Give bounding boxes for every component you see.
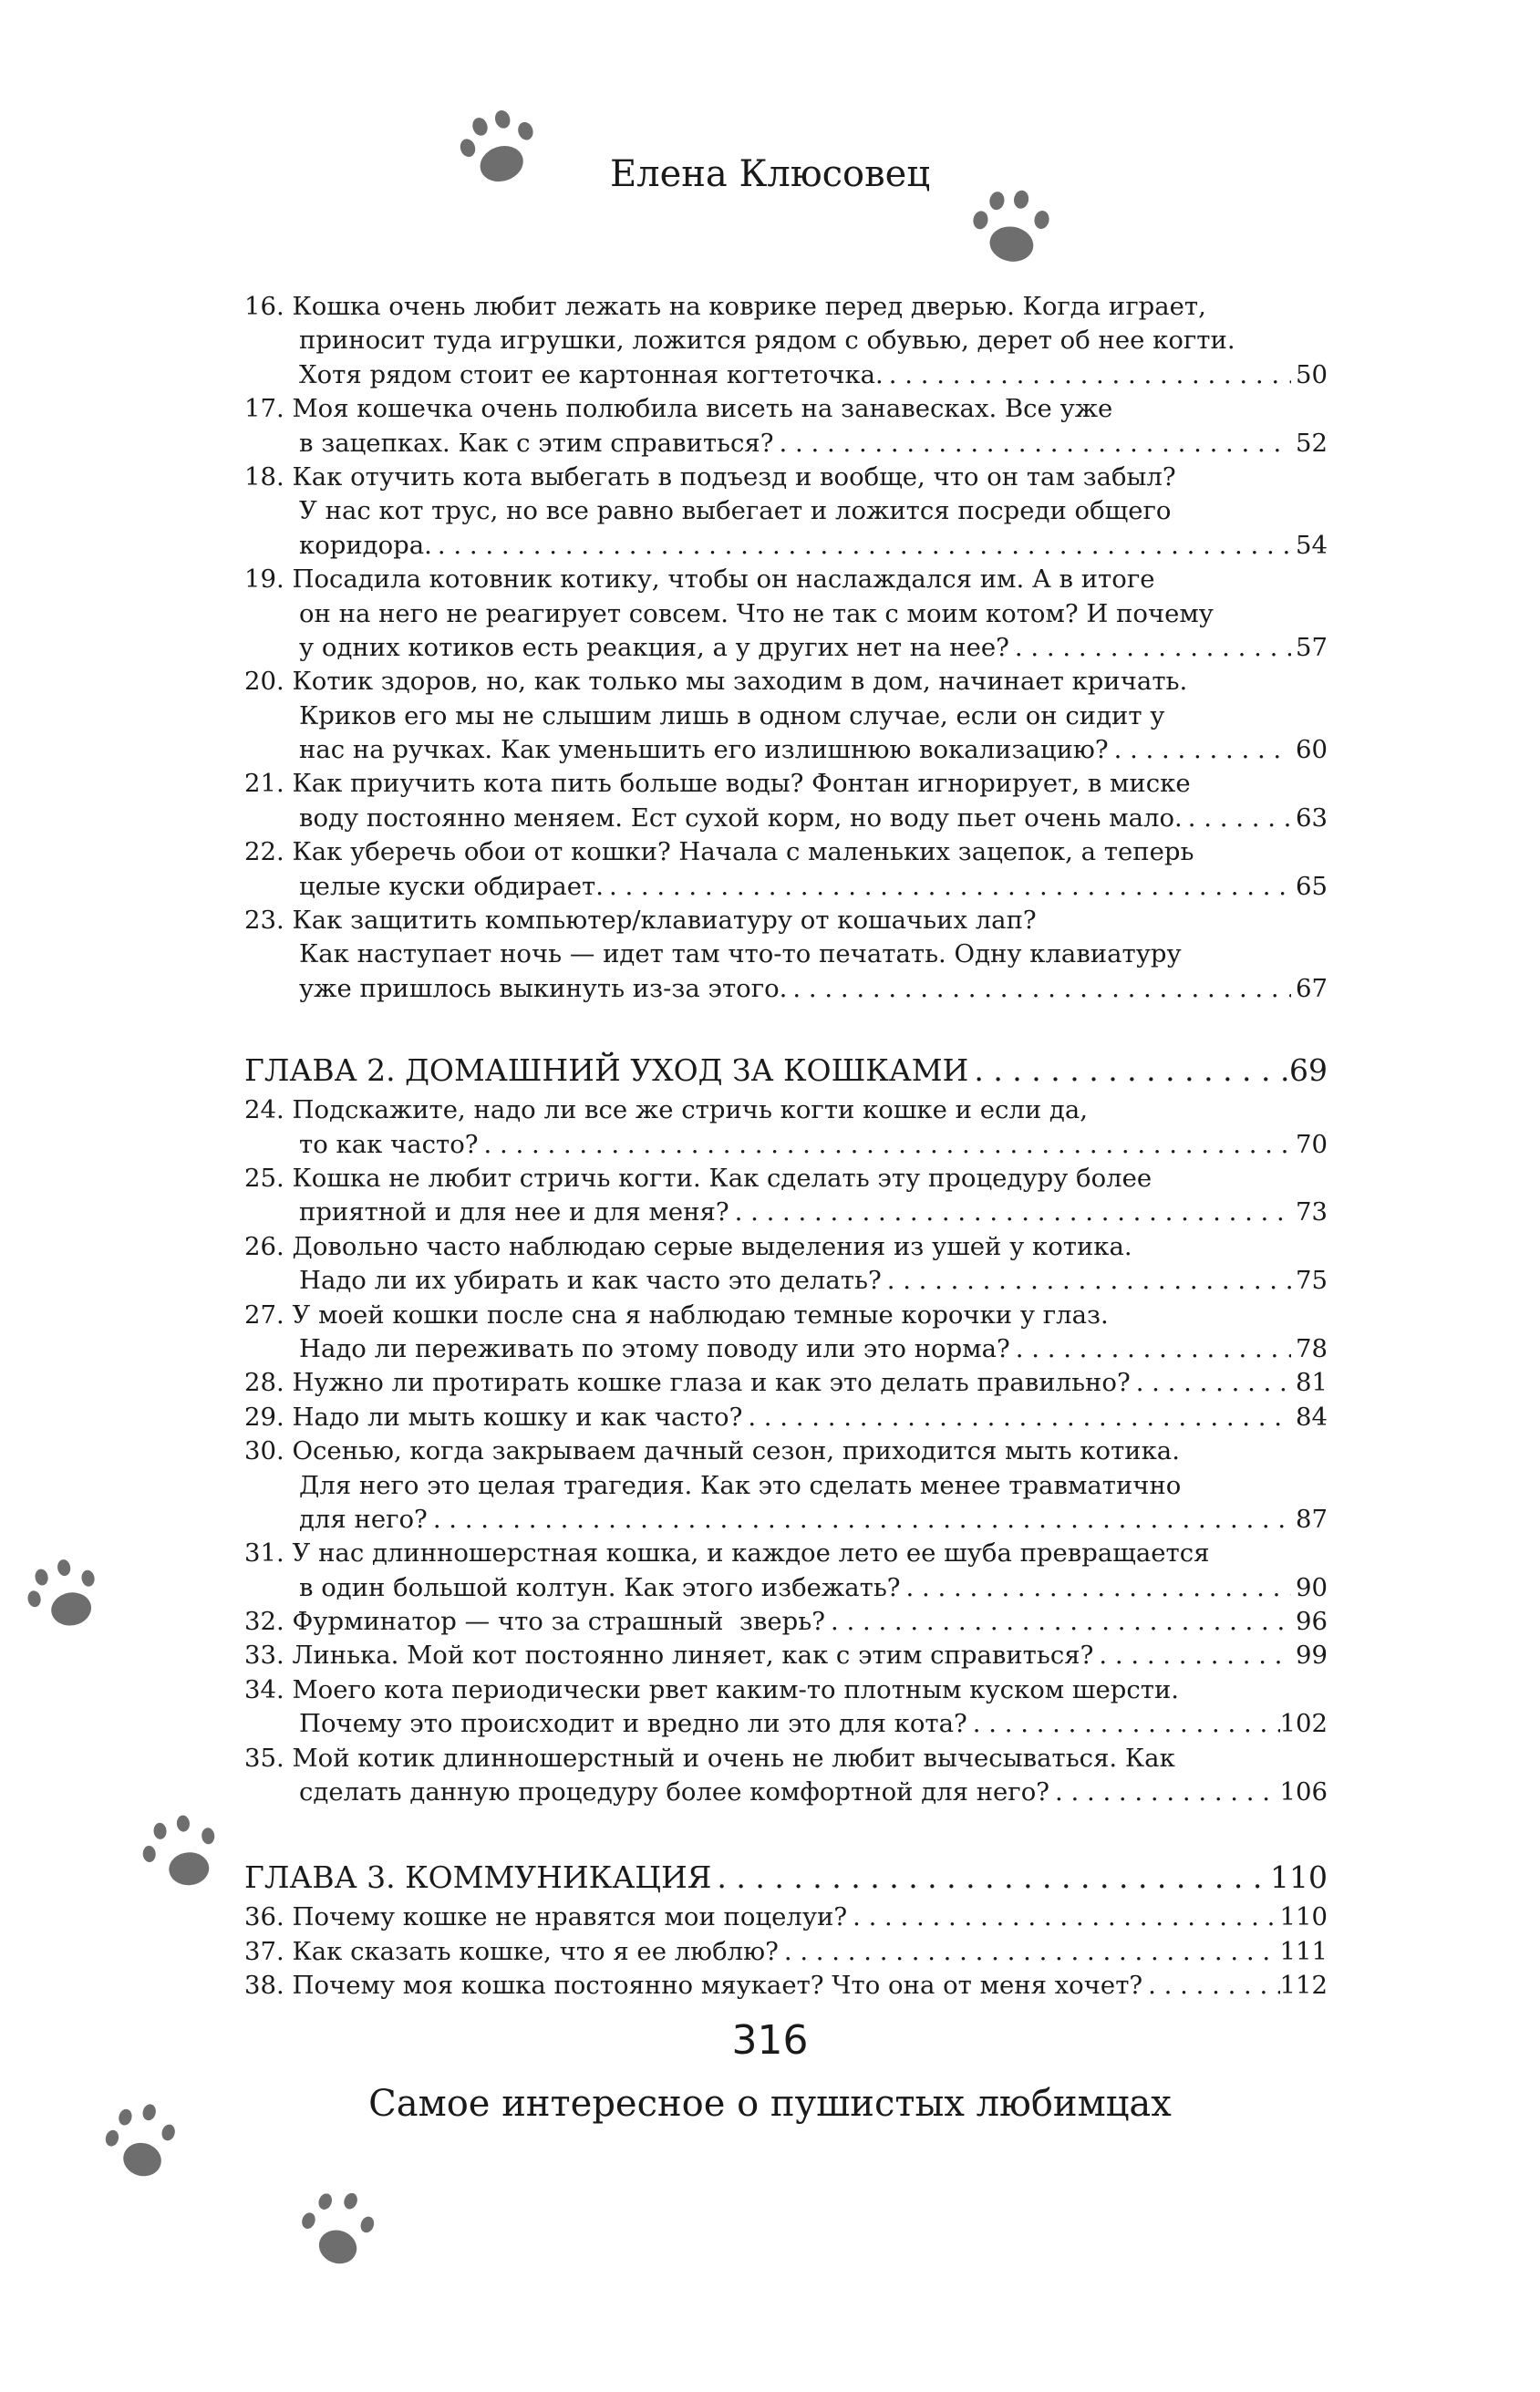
toc-line <box>244 870 1328 904</box>
toc-line <box>244 1230 1328 1264</box>
toc-entry <box>244 1537 1328 1605</box>
dot-leader <box>1010 1332 1291 1366</box>
toc-line-text: он на него не реагирует совсем. Что не так с моим котом? И почему <box>299 598 1214 628</box>
toc-page-number: 96 <box>1296 1607 1328 1637</box>
toc-entry <box>244 1366 1328 1400</box>
dot-leader <box>729 1196 1291 1229</box>
toc-line-text: 26. Довольно часто наблюдаю серые выделения из ушей у котика. <box>244 1231 1132 1261</box>
toc-line-text: воду постоянно меняем. Ест сухой корм, но воду пьет очень мало. <box>299 803 1183 833</box>
toc-line-text: 25. Кошка не любит стричь когти. Как сделать эту процедуру более <box>244 1163 1152 1193</box>
toc-page-number: 112 <box>1279 1971 1328 2001</box>
toc-line <box>244 597 1328 631</box>
toc-line-text: целые куски обдирает. <box>299 871 604 901</box>
toc-line-text: для него? <box>299 1504 428 1534</box>
toc-line <box>244 1673 1328 1707</box>
toc-line <box>244 665 1328 699</box>
toc-entry <box>244 835 1328 904</box>
toc-line-text: Криков его мы не слышим лишь в одном случае, если он сидит у <box>299 700 1165 730</box>
toc-entry <box>244 1162 1328 1230</box>
toc-line-text: 33. Линька. Мой кот постоянно линяет, как с этим справиться? <box>244 1641 1094 1671</box>
toc-line-text: Хотя рядом стоит ее картонная когтеточка. <box>299 359 884 389</box>
toc-line-text: коридора. <box>299 530 432 560</box>
dot-leader <box>967 1707 1280 1741</box>
toc-line <box>244 1093 1328 1127</box>
toc-page-number: 60 <box>1296 735 1328 765</box>
dot-leader <box>774 427 1291 461</box>
toc-page-number: 81 <box>1296 1368 1328 1398</box>
dot-leader <box>604 870 1291 904</box>
toc-entry <box>244 1605 1328 1639</box>
toc-entry <box>244 461 1328 563</box>
dot-leader <box>1183 802 1291 835</box>
toc-line-text: то как часто? <box>299 1129 479 1159</box>
toc-line <box>244 1639 1328 1672</box>
toc-line-text: Надо ли переживать по этому поводу или это норма? <box>299 1333 1010 1363</box>
toc-line <box>244 1935 1328 1969</box>
toc-page-number: 67 <box>1296 973 1328 1003</box>
toc-line-text: 29. Надо ли мыть кошку и как часто? <box>244 1402 743 1432</box>
toc-line-text: У нас кот трус, но все равно выбегает и ложится посреди общего <box>299 496 1172 526</box>
toc-page-number: 50 <box>1296 359 1328 389</box>
toc-line-text: в зацепках. Как с этим справиться? <box>299 428 774 458</box>
toc-line-text: у одних котиков есть реакция, а у других нет на нее? <box>299 632 1009 662</box>
toc-page-number: 102 <box>1279 1709 1328 1739</box>
running-header: Елена Клюсовец <box>609 153 931 195</box>
toc-page-number: 65 <box>1296 871 1328 901</box>
toc-entry <box>244 1639 1328 1672</box>
toc-line <box>244 290 1328 324</box>
toc-page-number: 110 <box>1270 1859 1328 1896</box>
toc-line-text: ГЛАВА 3. КОММУНИКАЦИЯ <box>244 1859 712 1896</box>
toc-line-text: ГЛАВА 2. ДОМАШНИЙ УХОД ЗА КОШКАМИ <box>244 1052 969 1089</box>
toc-page-number: 54 <box>1296 530 1328 560</box>
toc-line <box>244 358 1328 392</box>
toc-line <box>244 767 1328 801</box>
toc-line-text: 20. Котик здоров, но, как только мы заходим в дом, начинает кричать. <box>244 667 1188 697</box>
toc-entry <box>244 1093 1328 1162</box>
toc-page-number: 73 <box>1296 1197 1328 1227</box>
paw-icon <box>10 1550 114 1647</box>
toc-entry <box>244 1434 1328 1537</box>
toc-page-number: 110 <box>1279 1902 1328 1932</box>
toc-line-text: 37. Как сказать кошке, что я ее люблю? <box>244 1936 779 1966</box>
toc-chapter <box>244 1855 1328 1900</box>
toc-line <box>244 972 1328 1006</box>
toc-entry <box>244 1673 1328 1742</box>
toc-chapter <box>244 1048 1328 1093</box>
toc-line-text: Почему это происходит и вредно ли это для кота? <box>299 1709 967 1739</box>
page-number: 316 <box>731 2017 809 2064</box>
toc-line-text: 38. Почему моя кошка постоянно мяукает? Что она от меня хочет? <box>244 1971 1143 2001</box>
dot-leader <box>884 358 1291 392</box>
toc-line-text: 21. Как приучить кота пить больше воды? Фонтан игнорирует, в миске <box>244 769 1191 799</box>
toc-page-number: 111 <box>1279 1936 1328 1966</box>
toc-line-text: сделать данную процедуру более комфортной для него? <box>299 1777 1049 1807</box>
toc-line <box>244 1401 1328 1434</box>
toc-line <box>244 1332 1328 1366</box>
dot-leader <box>882 1264 1291 1298</box>
toc-line <box>244 1855 1328 1900</box>
toc-line-text: уже пришлось выкинуть из-за этого. <box>299 973 788 1003</box>
toc-page-number: 75 <box>1296 1266 1328 1296</box>
toc-line-text: 31. У нас длинношерстная кошка, и каждое лето ее шуба превращается <box>244 1538 1210 1569</box>
toc-line <box>244 1469 1328 1503</box>
toc-entry <box>244 1935 1328 1969</box>
toc-page-number: 84 <box>1296 1402 1328 1432</box>
toc-line-text: 35. Мой котик длинношерстный и очень не любит вычесываться. Как <box>244 1743 1175 1773</box>
toc-page-number: 90 <box>1296 1572 1328 1602</box>
toc-line-text: 36. Почему кошке не нравятся мои поцелуи? <box>244 1902 848 1932</box>
toc-page-number: 63 <box>1296 803 1328 833</box>
dot-leader <box>1109 733 1291 767</box>
dot-leader <box>847 1900 1279 1934</box>
dot-leader <box>479 1128 1291 1162</box>
toc-line <box>244 1776 1328 1809</box>
dot-leader <box>968 1048 1289 1093</box>
dot-leader <box>432 529 1291 563</box>
toc-line-text: 17. Моя кошечка очень полюбила висеть на занавесках. Все уже <box>244 394 1113 424</box>
toc-line <box>244 1503 1328 1537</box>
toc-line <box>244 937 1328 971</box>
toc-line <box>244 1048 1328 1093</box>
toc-line-text: приятной и для нее и для меня? <box>299 1197 729 1227</box>
paw-icon <box>131 1811 229 1900</box>
toc-line-text: Для него это целая трагедия. Как это сделать менее травматично <box>299 1470 1182 1500</box>
toc-line <box>244 1707 1328 1741</box>
toc-line <box>244 1128 1328 1162</box>
toc-line-text: 30. Осенью, когда закрываем дачный сезон, приходится мыть котика. <box>244 1436 1180 1466</box>
dot-leader <box>825 1605 1291 1639</box>
toc-line <box>244 733 1328 767</box>
dot-leader <box>901 1571 1291 1605</box>
toc-line <box>244 563 1328 596</box>
toc-line-text: 34. Моего кота периодически рвет каким-то плотным куском шерсти. <box>244 1674 1180 1704</box>
toc-entry <box>244 563 1328 665</box>
toc-line <box>244 631 1328 665</box>
toc-entry <box>244 767 1328 835</box>
toc-line <box>244 324 1328 357</box>
toc-line-text: 22. Как уберечь обои от кошки? Начала с маленьких зацепок, а теперь <box>244 837 1194 867</box>
toc-line-text: 18. Как отучить кота выбегать в подъезд и вообще, что он там забыл? <box>244 461 1176 492</box>
toc-line-text: 16. Кошка очень любит лежать на коврике перед дверью. Когда играет, <box>244 292 1206 321</box>
toc-line-text: 28. Нужно ли протирать кошке глаза и как это делать правильно? <box>244 1368 1131 1398</box>
toc-entry <box>244 1230 1328 1299</box>
toc-line <box>244 427 1328 461</box>
toc-entry <box>244 1900 1328 1934</box>
toc-page-number: 87 <box>1296 1504 1328 1534</box>
toc-page-number: 99 <box>1296 1641 1328 1671</box>
toc-line <box>244 1196 1328 1229</box>
toc-line-text: 19. Посадила котовник котику, чтобы он наслаждался им. А в итоге <box>244 564 1155 595</box>
paw-icon <box>953 179 1067 282</box>
toc-entry <box>244 1742 1328 1810</box>
paw-icon <box>278 2176 393 2288</box>
toc-page-number: 106 <box>1279 1777 1328 1807</box>
toc-line-text: приносит туда игрушки, ложится рядом с обувью, дерет об нее когти. <box>299 326 1235 356</box>
toc-entry <box>244 1299 1328 1367</box>
toc-entry <box>244 665 1328 767</box>
toc-line <box>244 1537 1328 1570</box>
toc-line <box>244 1366 1328 1400</box>
toc-line <box>244 392 1328 426</box>
toc-line <box>244 1264 1328 1298</box>
toc-line <box>244 1605 1328 1639</box>
dot-leader <box>1131 1366 1291 1400</box>
toc-entry <box>244 1969 1328 2003</box>
dot-leader <box>428 1503 1291 1537</box>
toc-line <box>244 1969 1328 2003</box>
dot-leader <box>787 972 1291 1006</box>
toc-line <box>244 1299 1328 1332</box>
dot-leader <box>742 1401 1291 1434</box>
toc-line-text: нас на ручках. Как уменьшить его излишнюю вокализацию? <box>299 735 1109 765</box>
toc-line <box>244 494 1328 528</box>
toc-line <box>244 1742 1328 1776</box>
toc-line <box>244 529 1328 563</box>
toc-line <box>244 835 1328 869</box>
toc-line <box>244 904 1328 937</box>
toc-line-text: в один большой колтун. Как этого избежать? <box>299 1572 901 1602</box>
toc-line <box>244 699 1328 733</box>
toc-line-text: 27. У моей кошки после сна я наблюдаю темные корочки у глаз. <box>244 1300 1109 1330</box>
dot-leader <box>779 1935 1280 1969</box>
toc-page-number: 52 <box>1296 428 1328 458</box>
toc-entry <box>244 904 1328 1006</box>
dot-leader <box>711 1855 1270 1900</box>
toc-page-number: 69 <box>1289 1052 1328 1089</box>
toc-entry <box>244 1401 1328 1434</box>
toc-line-text: 23. Как защитить компьютер/клавиатуру от кошачьих лап? <box>244 906 1037 936</box>
dot-leader <box>1142 1969 1279 2003</box>
dot-leader <box>1009 631 1291 665</box>
toc-entry <box>244 290 1328 392</box>
toc-line-text: 32. Фурминатор — что за страшный зверь? <box>244 1607 825 1637</box>
toc-page-number: 78 <box>1296 1333 1328 1363</box>
toc-line <box>244 1162 1328 1196</box>
toc-line <box>244 802 1328 835</box>
table-of-contents <box>244 290 1328 2004</box>
dot-leader <box>1049 1776 1280 1809</box>
running-footer: Самое интересное о пушистых любимцах <box>368 2083 1172 2125</box>
toc-page-number: 57 <box>1296 632 1328 662</box>
toc-line <box>244 1434 1328 1468</box>
toc-line <box>244 1900 1328 1934</box>
toc-line <box>244 461 1328 494</box>
toc-line <box>244 1571 1328 1605</box>
toc-line-text: 24. Подскажите, надо ли все же стричь когти кошке и если да, <box>244 1095 1088 1125</box>
toc-line-text: Надо ли их убирать и как часто это делать? <box>299 1266 882 1296</box>
dot-leader <box>1093 1639 1291 1672</box>
toc-page-number: 70 <box>1296 1129 1328 1159</box>
toc-line-text: Как наступает ночь — идет там что-то печатать. Одну клавиатуру <box>299 939 1182 969</box>
toc-entry <box>244 392 1328 461</box>
